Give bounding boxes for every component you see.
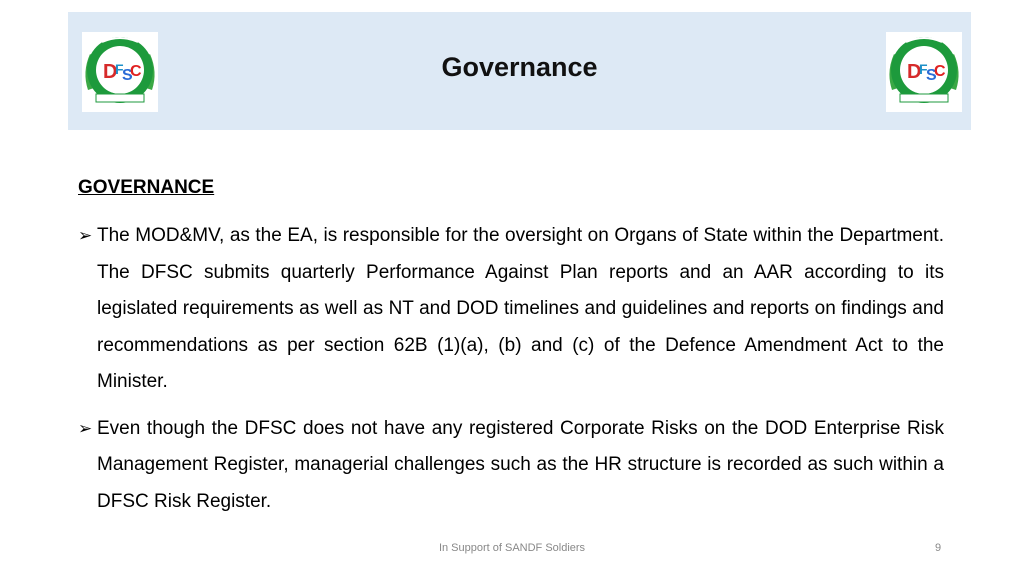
bullet-text: The MOD&MV, as the EA, is responsible for the oversight on Organs of State within the Department. The DFSC submits quarterly Performance Against Plan reports and an AAR according to its legislated requirements as well as NT and DOD timelines and guidelines and reports on findings and recommendations as per section 62B (1)(a), (b) and (c) of the Defence Amendment Act to the Minister. — [97, 225, 944, 392]
svg-text:S: S — [122, 67, 133, 84]
svg-text:D: D — [907, 61, 922, 83]
svg-text:S: S — [926, 67, 937, 84]
bullet-list — [78, 218, 944, 530]
bullet-item — [78, 218, 944, 401]
svg-text:F: F — [919, 61, 928, 77]
dfsc-logo-right — [886, 32, 962, 112]
footer-text: In Support of SANDF Soldiers — [438, 542, 586, 554]
bullet-item — [78, 411, 944, 521]
arrow-bullet-icon: ➢ — [78, 418, 93, 438]
svg-text:F: F — [115, 61, 124, 77]
slide-header — [68, 12, 971, 130]
section-heading: GOVERNANCE — [78, 177, 215, 198]
svg-text:C: C — [130, 63, 142, 80]
arrow-bullet-icon: ➢ — [78, 226, 93, 245]
svg-text:D: D — [103, 61, 118, 83]
bullet-text: Even though the DFSC does not have any registered Corporate Risks on the DOD Enterprise Risk Management Register, managerial challenges such as the HR structure is recorded as such within a DFSC Risk Register. — [97, 417, 944, 512]
dfsc-emblem-icon — [886, 32, 962, 112]
page-number: 9 — [935, 542, 942, 554]
svg-text:C: C — [934, 63, 946, 80]
slide-title: Governance — [441, 52, 598, 82]
